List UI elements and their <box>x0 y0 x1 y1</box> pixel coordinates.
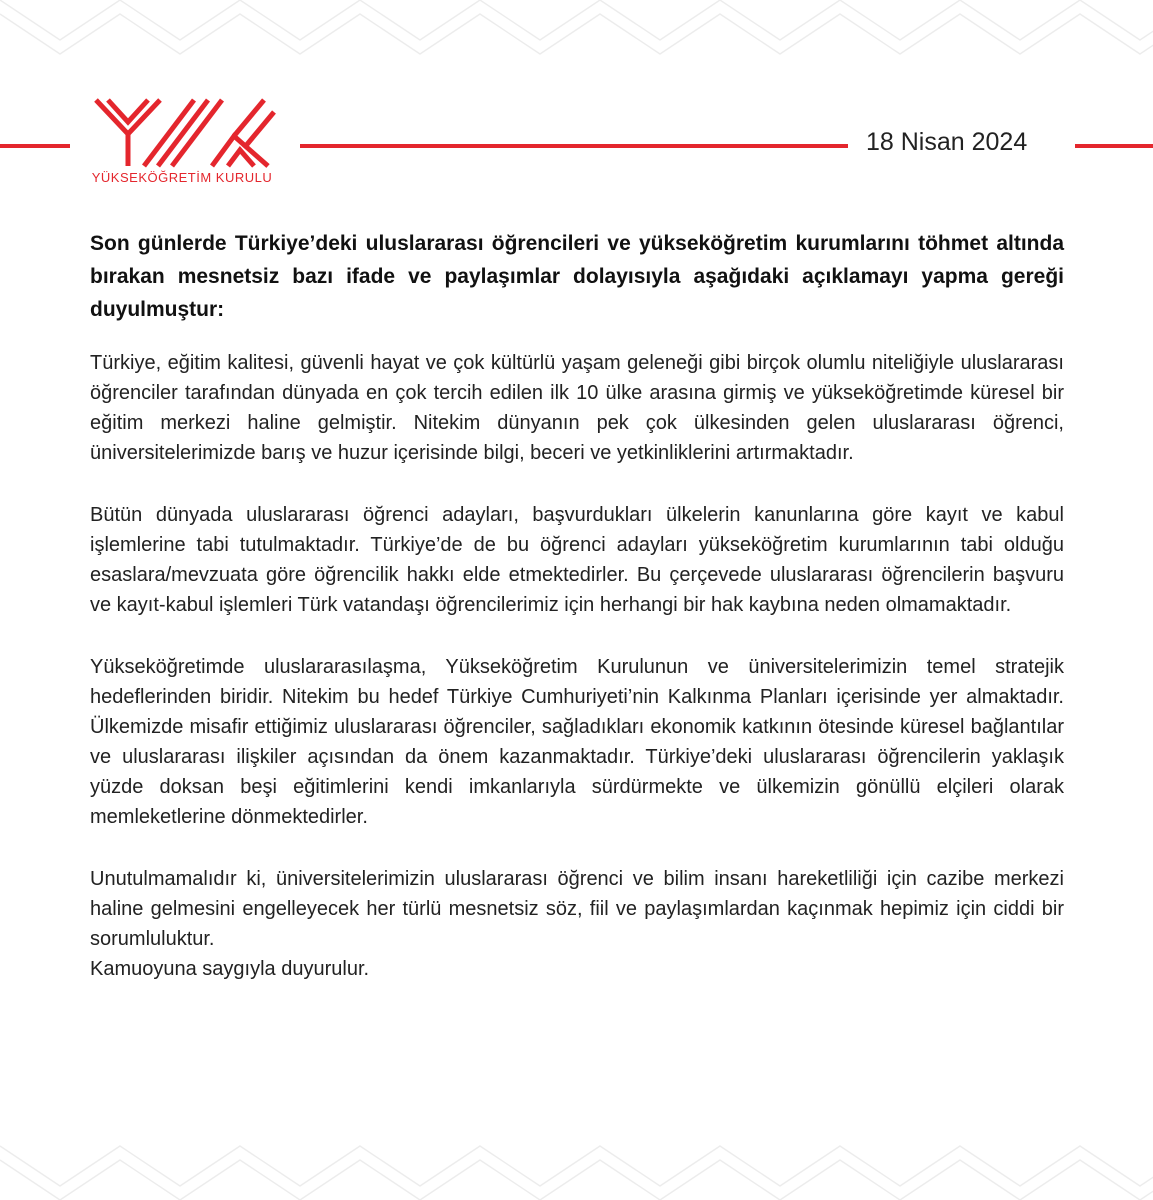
statement-closing: Kamuoyuna saygıyla duyurulur. <box>90 958 370 980</box>
letterhead <box>0 0 1153 200</box>
statement-body <box>90 227 1064 984</box>
statement-date: 18 Nisan 2024 <box>866 128 1028 156</box>
logo-organization-name: YÜKSEKÖĞRETİM KURULU <box>91 170 273 185</box>
statement-paragraph: Yükseköğretimde uluslararasılaşma, Yükseköğretim Kurulunun ve üniversitelerimizin temel stratejik hedeflerinden biridir. Nitekim bu hedef Türkiye Cumhuriyeti’nin Kalkınma Planları içerisinde yer almaktadır. Ülkemizde misafir ettiğimiz uluslararası öğrenciler, sağladıkları ekonomik katkının ötesinde küresel bağlantılar ve uluslararası ilişkiler açısından da önem kazanmaktadır. Türkiye’deki uluslararası öğrencilerin yaklaşık yüzde doksan beşi eğitimlerini kendi imkanlarıyla sürdürmekte ve ülkemizin gönüllü elçileri olarak memleketlerine dönmektedirler. <box>90 656 1064 828</box>
yok-logo-mark <box>84 96 280 168</box>
statement-paragraph: Unutulmamalıdır ki, üniversitelerimizin uluslararası öğrenci ve bilim insanı hareketliliği için cazibe merkezi haline gelmesini engelleyecek her türlü mesnetsiz söz, fiil ve paylaşımlardan kaçınmak hepimiz için ciddi bir sorumluluktur. <box>90 868 1064 950</box>
header-rule-right <box>1075 144 1153 148</box>
yok-logo <box>84 96 280 192</box>
header-rule-left <box>0 144 70 148</box>
statement-paragraph: Bütün dünyada uluslararası öğrenci adayları, başvurdukları ülkelerin kanunlarına göre kayıt ve kabul işlemlerine tabi tutulmaktadır. Türkiye’de de bu öğrenci adayları yükseköğretim kurumlarının tabi olduğu esaslara/mevzuata göre öğrencilik hakkı elde etmektedirler. Bu çerçevede uluslararası öğrencilerin başvuru ve kayıt-kabul işlemleri Türk vatandaşı öğrencilerimiz için herhangi bir hak kaybına neden olmamaktadır. <box>90 504 1064 616</box>
header-rule-middle <box>300 144 848 148</box>
statement-lead: Son günlerde Türkiye’deki uluslararası öğrencileri ve yükseköğretim kurumlarını töhmet altında bırakan mesnetsiz bazı ifade ve paylaşımlar dolayısıyla aşağıdaki açıklamayı yapma gereği duyulmuştur: <box>90 232 1064 321</box>
statement-paragraph: Türkiye, eğitim kalitesi, güvenli hayat ve çok kültürlü yaşam geleneği gibi birçok olumlu niteliğiyle uluslararası öğrenciler tarafından dünyada en çok tercih edilen ilk 10 ülke arasına girmiş ve yükseköğretimde küresel bir eğitim merkezi haline gelmiştir. Nitekim dünyanın pek çok ülkesinden gelen uluslararası öğrenci, üniversitelerimizde barış ve huzur içerisinde bilgi, beceri ve yetkinliklerini artırmaktadır. <box>90 352 1064 464</box>
